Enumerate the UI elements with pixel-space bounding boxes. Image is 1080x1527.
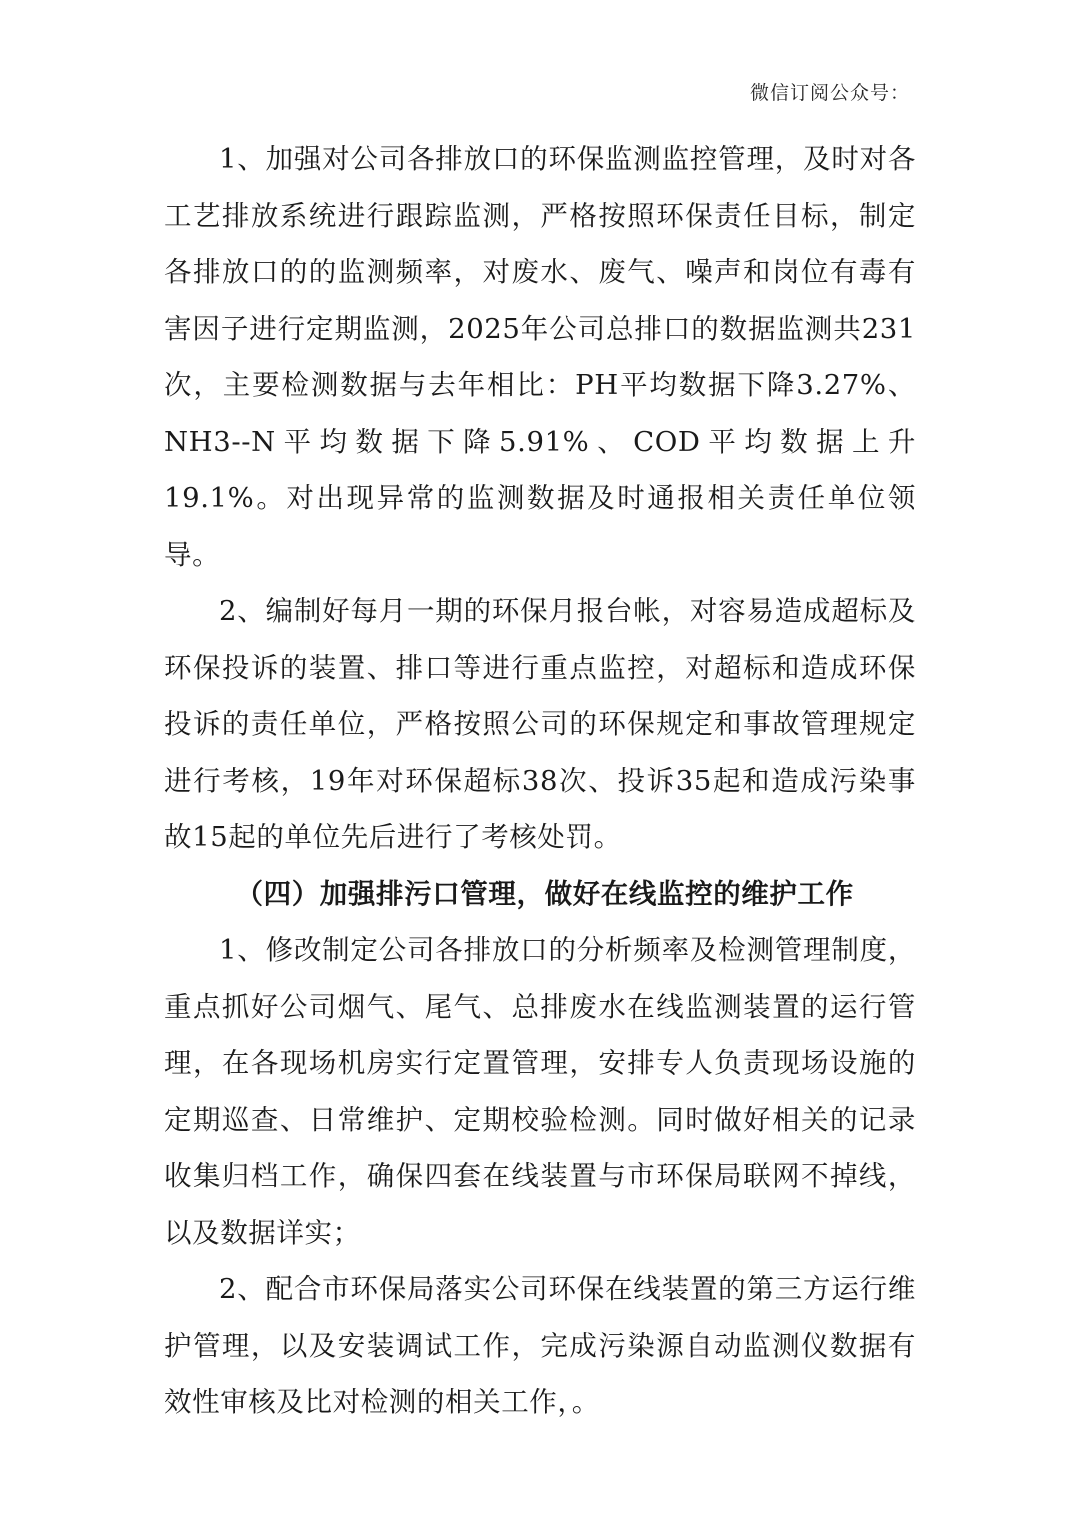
paragraph-third-party: 2、配合市环保局落实公司环保在线装置的第三方运行维护管理，以及安装调试工作，完成污染源自动监测仪数据有效性审核及比对检测的相关工作，。 [164,1273,916,1418]
paragraph-online-monitoring: 1、修改制定公司各排放口的分析频率及检测管理制度，重点抓好公司烟气、尾气、总排废水在线监测装置的运行管理，在各现场机房实行定置管理，安排专人负责现场设施的定期巡查、日常维护、定期校验检测。同时做好相关的记录收集归档工作，确保四套在线装置与市环保局联网不掉线，以及数据详实； [164,934,916,1249]
paragraph-monitoring: 1、加强对公司各排放口的环保监测监控管理，及时对各工艺排放系统进行跟踪监测，严格按照环保责任目标，制定各排放口的的监测频率，对废水、废气、噪声和岗位有毒有害因子进行定期监测，2025年公司总排口的数据监测共231次，主要检测数据与去年相比：PH平均数据下降3.27%、NH3--N平均数据下降5.91%、COD平均数据上升19.1%。对出现异常的监测数据及时通报相关责任单位领导。 [164,143,916,571]
paragraph-monthly-report: 2、编制好每月一期的环保月报台帐，对容易造成超标及环保投诉的装置、排口等进行重点监控，对超标和造成环保投诉的责任单位，严格按照公司的环保规定和事故管理规定进行考核，19年对环保超标38次、投诉35起和造成污染事故15起的单位先后进行了考核处罚。 [164,595,916,853]
section-heading: （四）加强排污口管理，做好在线监控的维护工作 [235,877,854,910]
header-note: 微信订阅公众号： [749,82,910,104]
document-body [164,131,916,1431]
